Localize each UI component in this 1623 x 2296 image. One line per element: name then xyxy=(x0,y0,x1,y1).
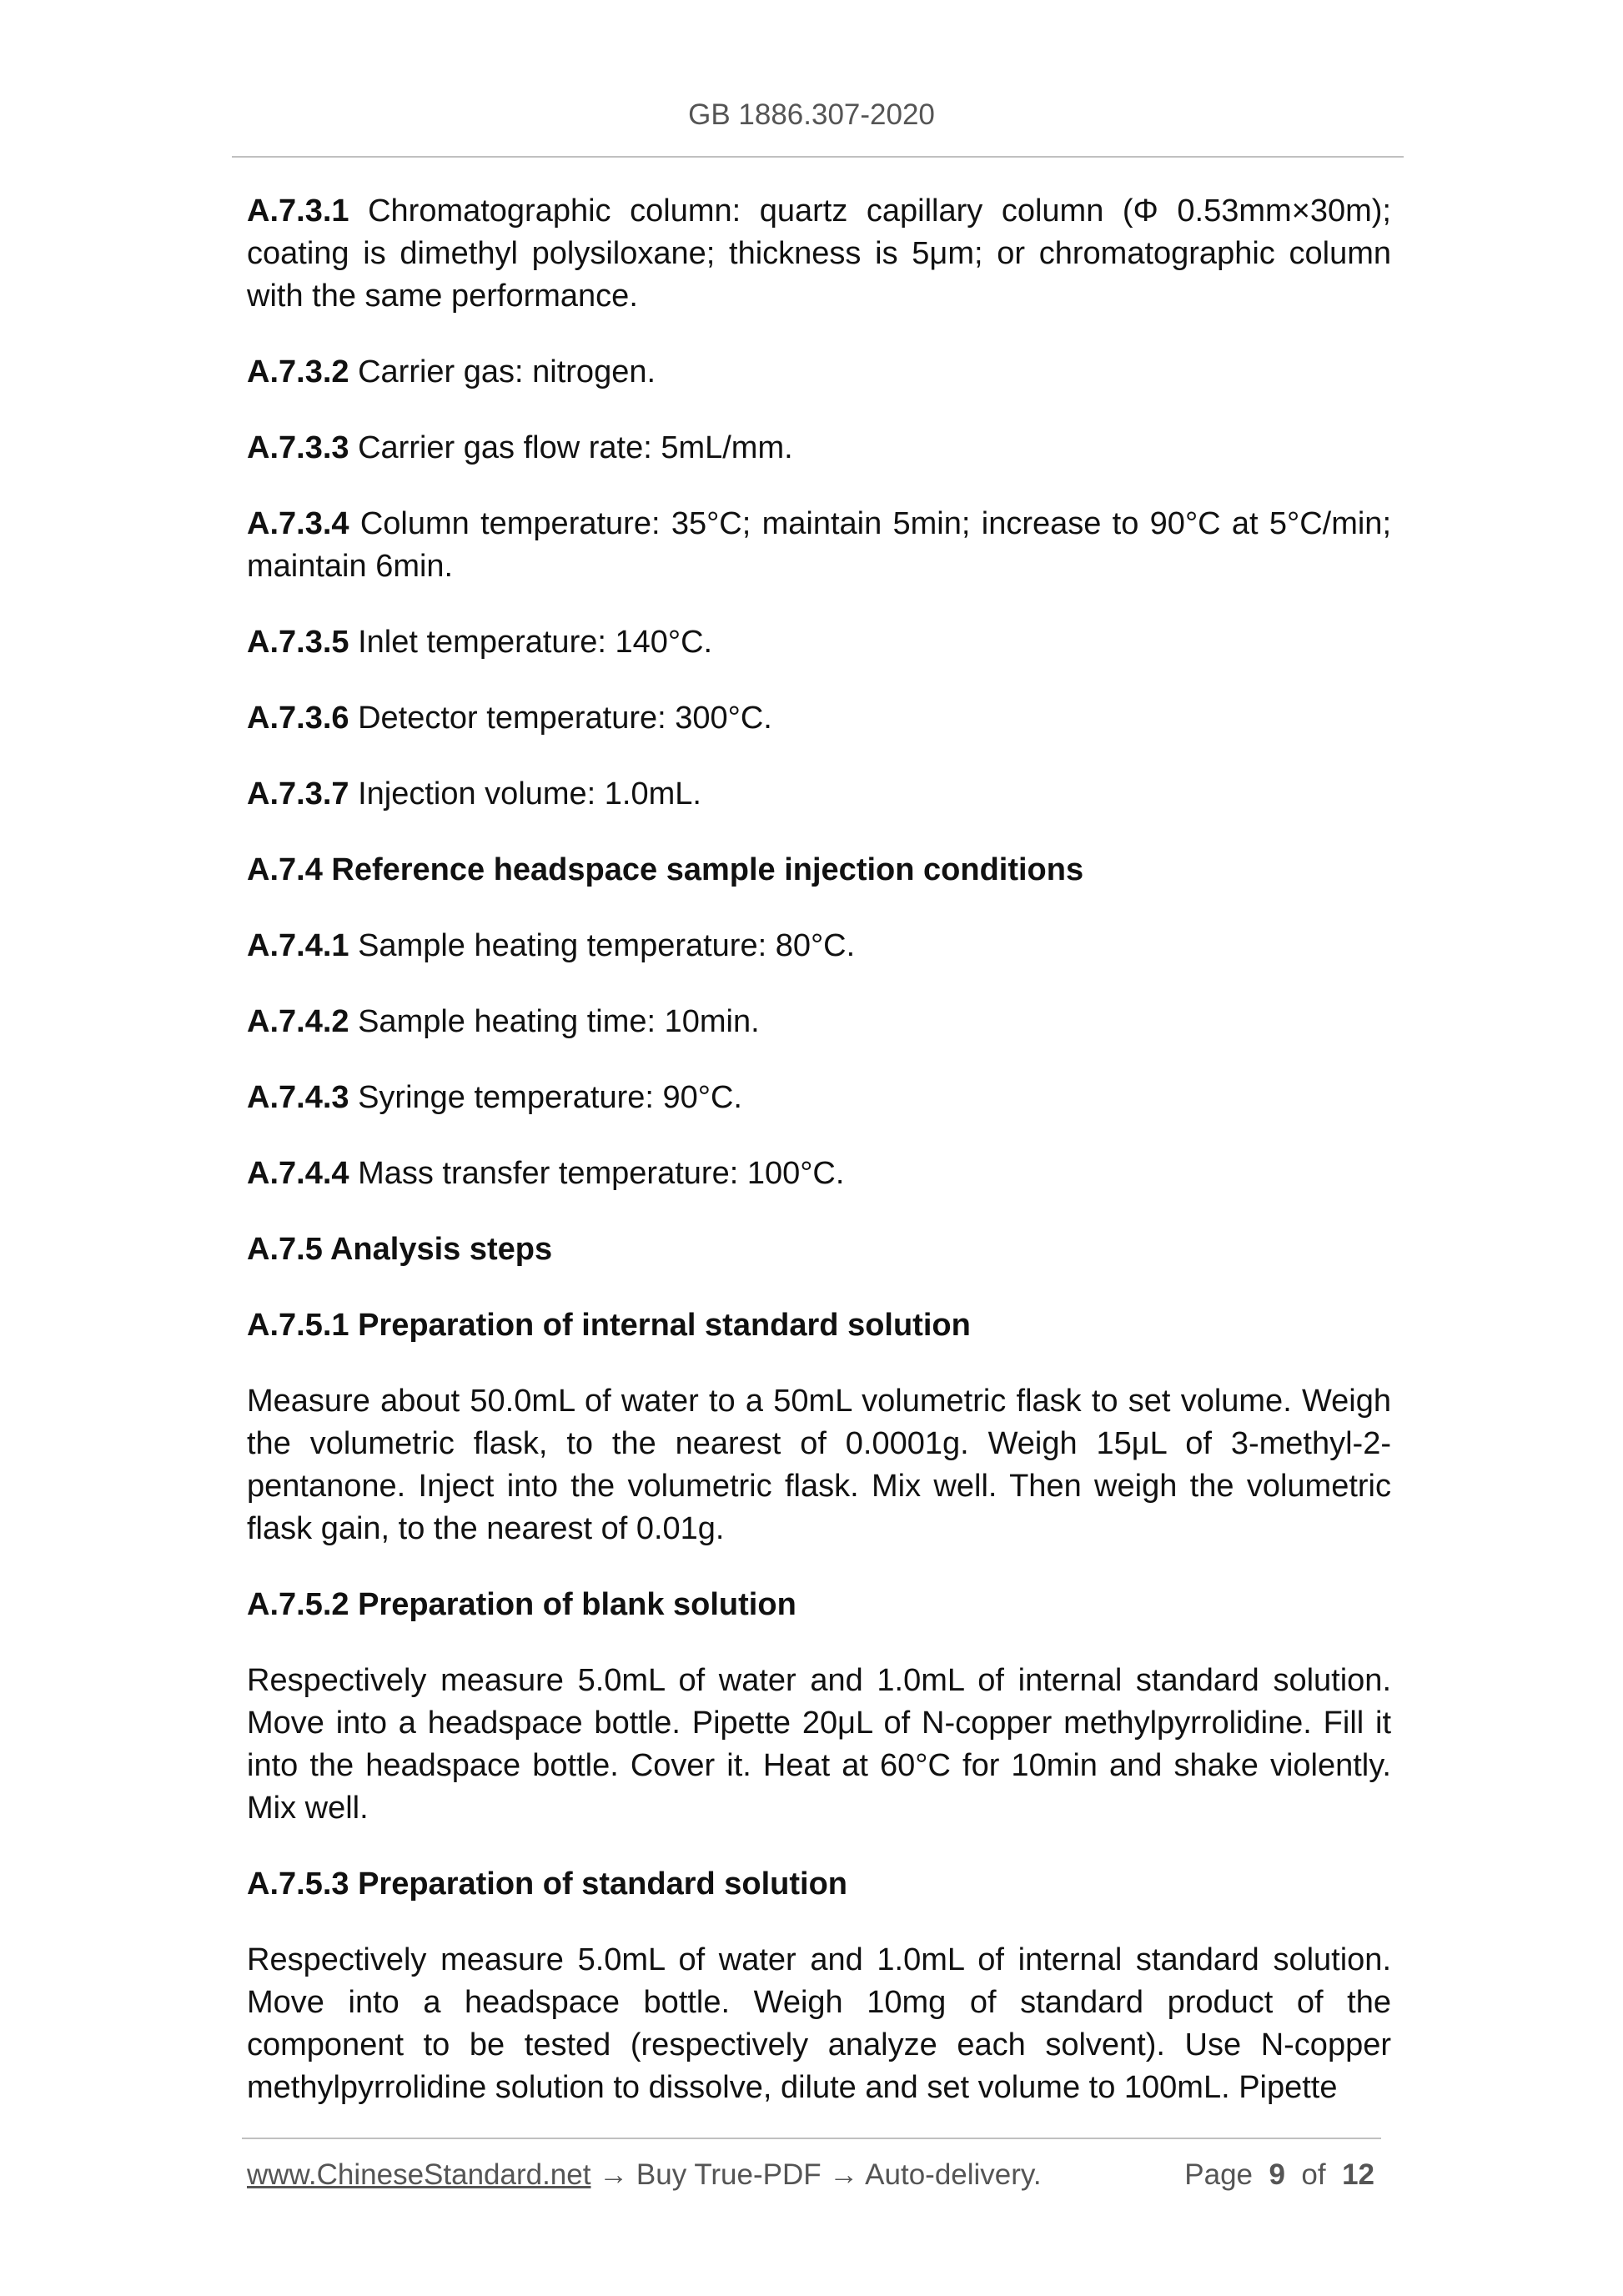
clause-number: A.7.3.5 xyxy=(247,625,349,660)
footer-tagline: → Buy True-PDF → Auto-delivery. xyxy=(590,2158,1042,2191)
clause-a731 xyxy=(247,190,1391,318)
clause-a736 xyxy=(247,697,1391,740)
clause-text: Chromatographic column: quartz capillary column (Φ 0.53mm×30m); coating is dimethyl polysiloxane; thickness is 5μm; or chromatographic column with the same performance. xyxy=(247,193,1391,314)
clause-a733 xyxy=(247,427,1391,470)
clause-number: A.7.4.2 xyxy=(247,1004,349,1039)
clause-text: Sample heating time: 10min. xyxy=(349,1004,760,1039)
page-footer xyxy=(247,2158,1383,2200)
clause-a737 xyxy=(247,773,1391,816)
paragraph-internal-standard: Measure about 50.0mL of water to a 50mL volumetric flask to set volume. Weigh the volumetric flask, to the nearest of 0.0001g. Weigh 15μL of 3-methyl-2-pentanone. Inject into the volumetric flask. Mix well. Then weigh the volumetric flask gain, to the nearest of 0.01g. xyxy=(247,1384,1391,1546)
footer-promo xyxy=(247,2158,1042,2192)
section-heading-a75: A.7.5 Analysis steps xyxy=(247,1232,553,1267)
clause-text: Detector temperature: 300°C. xyxy=(349,701,772,736)
clause-number: A.7.4.1 xyxy=(247,928,349,963)
page-content xyxy=(247,190,1391,2109)
clause-number: A.7.3.7 xyxy=(247,776,349,811)
clause-number: A.7.3.2 xyxy=(247,354,349,389)
document-header-title: GB 1886.307-2020 xyxy=(688,98,935,131)
clause-a742 xyxy=(247,1001,1391,1043)
clause-a732 xyxy=(247,351,1391,394)
clause-text: Mass transfer temperature: 100°C. xyxy=(349,1156,845,1191)
clause-number: A.7.3.1 xyxy=(247,193,349,229)
clause-text: Carrier gas: nitrogen. xyxy=(349,354,656,389)
page-indicator xyxy=(1184,2158,1374,2192)
clause-number: A.7.4.4 xyxy=(247,1156,349,1191)
of-label: of xyxy=(1301,2158,1326,2191)
clause-text: Column temperature: 35°C; maintain 5min; increase to 90°C at 5°C/min; maintain 6min. xyxy=(247,506,1391,584)
clause-number: A.7.3.3 xyxy=(247,430,349,465)
clause-text: Carrier gas flow rate: 5mL/mm. xyxy=(349,430,793,465)
page-number: 9 xyxy=(1269,2158,1285,2191)
clause-a735 xyxy=(247,621,1391,664)
clause-number: A.7.3.6 xyxy=(247,701,349,736)
clause-text: Sample heating temperature: 80°C. xyxy=(349,928,856,963)
paragraph-blank-solution: Respectively measure 5.0mL of water and 1.0mL of internal standard solution. Move into a headspace bottle. Pipette 20μL of N-copper methylpyrrolidine. Fill it into the headspace bottle. Cover it. Heat at 60°C for 10min and shake violently. Mix well. xyxy=(247,1663,1391,1826)
section-heading-a752: A.7.5.2 Preparation of blank solution xyxy=(247,1587,796,1622)
clause-number: A.7.3.4 xyxy=(247,506,349,541)
page-label: Page xyxy=(1184,2158,1254,2191)
clause-text: Inlet temperature: 140°C. xyxy=(349,625,713,660)
section-heading-a74: A.7.4 Reference headspace sample injection conditions xyxy=(247,852,1084,887)
section-heading-a753: A.7.5.3 Preparation of standard solution xyxy=(247,1866,848,1902)
clause-a744 xyxy=(247,1153,1391,1195)
paragraph-standard-solution: Respectively measure 5.0mL of water and 1.0mL of internal standard solution. Move into a headspace bottle. Weigh 10mg of standard product of the component to be tested (respectively analyze each solvent). Use N-copper methylpyrrolidine solution to dissolve, dilute and set volume to 100mL. Pipette xyxy=(247,1942,1391,2105)
page-total: 12 xyxy=(1342,2158,1374,2191)
header-divider xyxy=(232,156,1404,158)
clause-number: A.7.4.3 xyxy=(247,1080,349,1115)
section-heading-a751: A.7.5.1 Preparation of internal standard solution xyxy=(247,1308,971,1343)
clause-text: Syringe temperature: 90°C. xyxy=(349,1080,742,1115)
clause-a743 xyxy=(247,1077,1391,1119)
footer-divider xyxy=(242,2138,1381,2139)
clause-a741 xyxy=(247,925,1391,967)
clause-text: Injection volume: 1.0mL. xyxy=(349,776,701,811)
clause-a734 xyxy=(247,503,1391,588)
website-link[interactable]: www.ChineseStandard.net xyxy=(247,2158,591,2191)
